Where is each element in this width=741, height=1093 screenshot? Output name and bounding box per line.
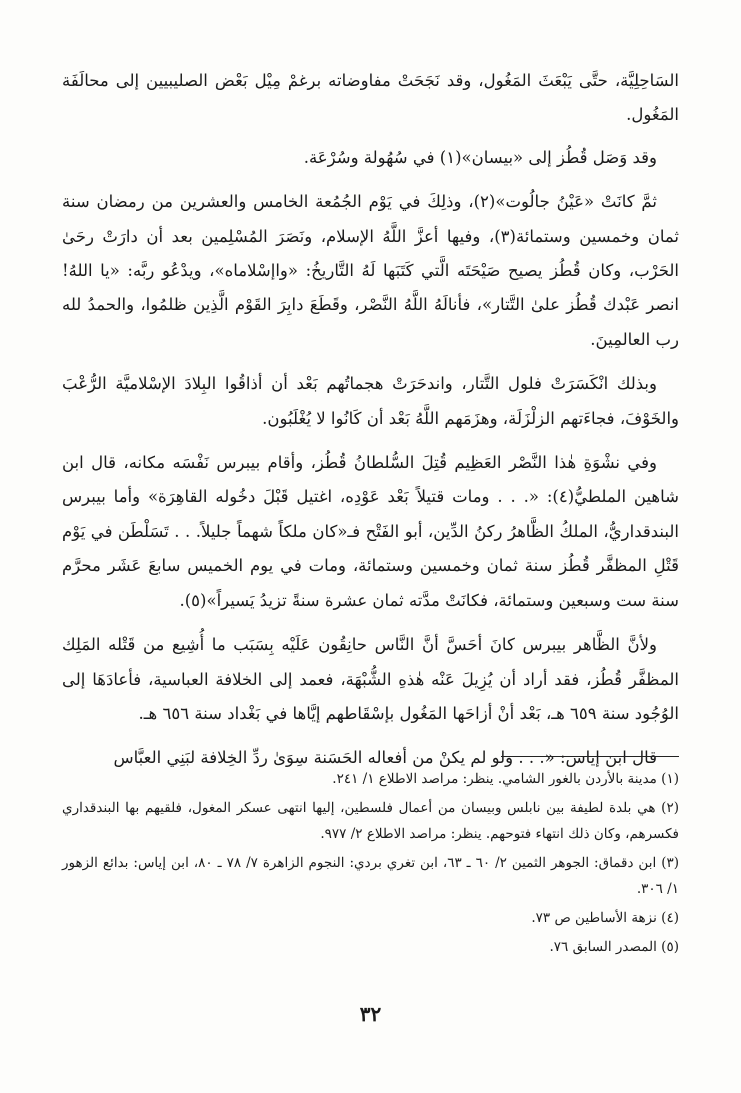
paragraph-2: وقد وَصَل قُطُز إلى «بيسان»(١) في سُهُولة وسُرْعَة. bbox=[303, 147, 657, 167]
paragraph-5: وفي نشْوَةِ هٰذا النَّصْر العَظِيم قُتِلَ السُّلطانُ قُطُز، وأقام بيبرس نَفْسَه مكانه، قال ابن شاهين الملطيُّ(٤): «. . . ومات قتيلاً بَعْد عَوْدِه، اغتيل قَبْلَ دخُوله القاهِرَة» وأما بيبرس البندقداريُّ، الملكُ الظَّاهرُ ركنُ الدِّين، أبو الفَتْح فـ«كان ملكاً شهماً جليلاً. . . تَسَلْطَن في يَوْم قَتْلِ المظفَّر قُطُز سنة ثمان وخمسين وستمائة، ومات في يوم الخميس سابعَ عَشَر محرَّم سنة ست وسبعين وستمائة، فكانَتْ مدَّته ثمان عشرة سنةً تزيدُ يَسيراً»(٥). bbox=[62, 453, 679, 610]
paragraph-7: قال ابن إياس: «. . . ولو لم يكنْ من أفعاله الحَسَنة سِوَىٰ ردِّ الخِلافة لبَنِي العبَّاس bbox=[113, 748, 657, 768]
paragraph-6: ولأنَّ الظَّاهر بيبرس كانَ أحَسَّ أنَّ النَّاس حانِقُون عَلَيْه بِسَبَب ما أُشِيع من قَتْله المَلِك المظفَّر قُطُز، فقد أراد أن يُزِيلَ عَنْه هٰذهِ الشُّبْهَة، فعمد إلى الخلافة العباسية، فأعادَهَا إلى الوُجُود سنة ٦٥٩ هـ، بَعْد أنْ أزاحَها المَغُول بإسْقَاطهم إيَّاها في بَغْداد سنة ٦٥٦ هـ. bbox=[62, 635, 679, 723]
footnote-3: (٣) ابن دقماق: الجوهر الثمين ٢/ ٦٠ ـ ٦٣، ابن تغري بردي: النجوم الزاهرة ٧/ ٧٨ ـ ٨٠، ابن إياس: بدائع الزهور ١/ ٣٠٦. bbox=[62, 855, 680, 897]
paragraph-3: ثمَّ كانَتْ «عَيْنُ جالُوت»(٢)، وذلِكَ في يَوْم الجُمُعة الخامس والعشرين من رمضان سنة ثمان وخمسين وستمائة(٣)، وفيها أعزَّ اللَّهُ الإسلام، ونَصَرَ المُسْلِمين بعد أن دارَتْ رحَىٰ الحَرْب، وكان قُطُز يصيح صَيْحَتَه الَّتي كَتَبَها لَهُ التَّاريخُ: «واإسْلاماه»، ويدْعُو ربَّه: «يا اللهُ! انصر عَبْدك قُطُز علىٰ التَّتار»، فأنالَهُ اللَّهُ النَّصْر، وقَطَعَ دابِرَ القَوْم الَّذِين ظلمُوا، والحمدُ لله رب العالمِينَ. bbox=[62, 192, 679, 349]
footnote-4: (٤) نزهة الأساطين ص ٧٣. bbox=[531, 910, 679, 926]
footnotes bbox=[62, 766, 679, 963]
footnote-2: (٢) هي بلدة لطيفة بين نابلس وبيسان من أعمال فلسطين، إليها انتهى عسكر المغول، فلقيهم بها البندقداري فكسرهم، وكان ذلك انتهاء فتوحهم. ينظر: مراصد الاطلاع ٢/ ٩٧٧. bbox=[62, 800, 679, 842]
footnote-divider bbox=[501, 756, 679, 757]
footnote-5: (٥) المصدر السابق ٧٦. bbox=[549, 939, 679, 955]
main-text bbox=[62, 64, 679, 786]
footnote-1: (١) مدينة بالأردن بالغور الشامي. ينظر: مراصد الاطلاع ١/ ٢٤١. bbox=[332, 771, 679, 787]
page-number: ٣٢ bbox=[359, 1002, 382, 1026]
paragraph-4: وبذلك انْكَسَرَتْ فلول التَّتار، واندحَرَتْ هجماتُهم بَعْد أن أذاقُوا البِلادَ الإسْلاميَّة الرُّعْبَ والخَوْفَ، فجاءَتهم الزلْزَلَة، وهزَمَهم اللَّهُ بَعْد أن كَانُوا لا يُغْلَبُون. bbox=[62, 374, 679, 428]
paragraph-1: السَاحِلِيَّة، حتَّى يَبْعَثَ المَغُول، وقد نَجَحَتْ مفاوضاته برغمْ مِيْل بَعْض الصليبيين إلى محالَفَة المَغُول. bbox=[62, 71, 679, 125]
